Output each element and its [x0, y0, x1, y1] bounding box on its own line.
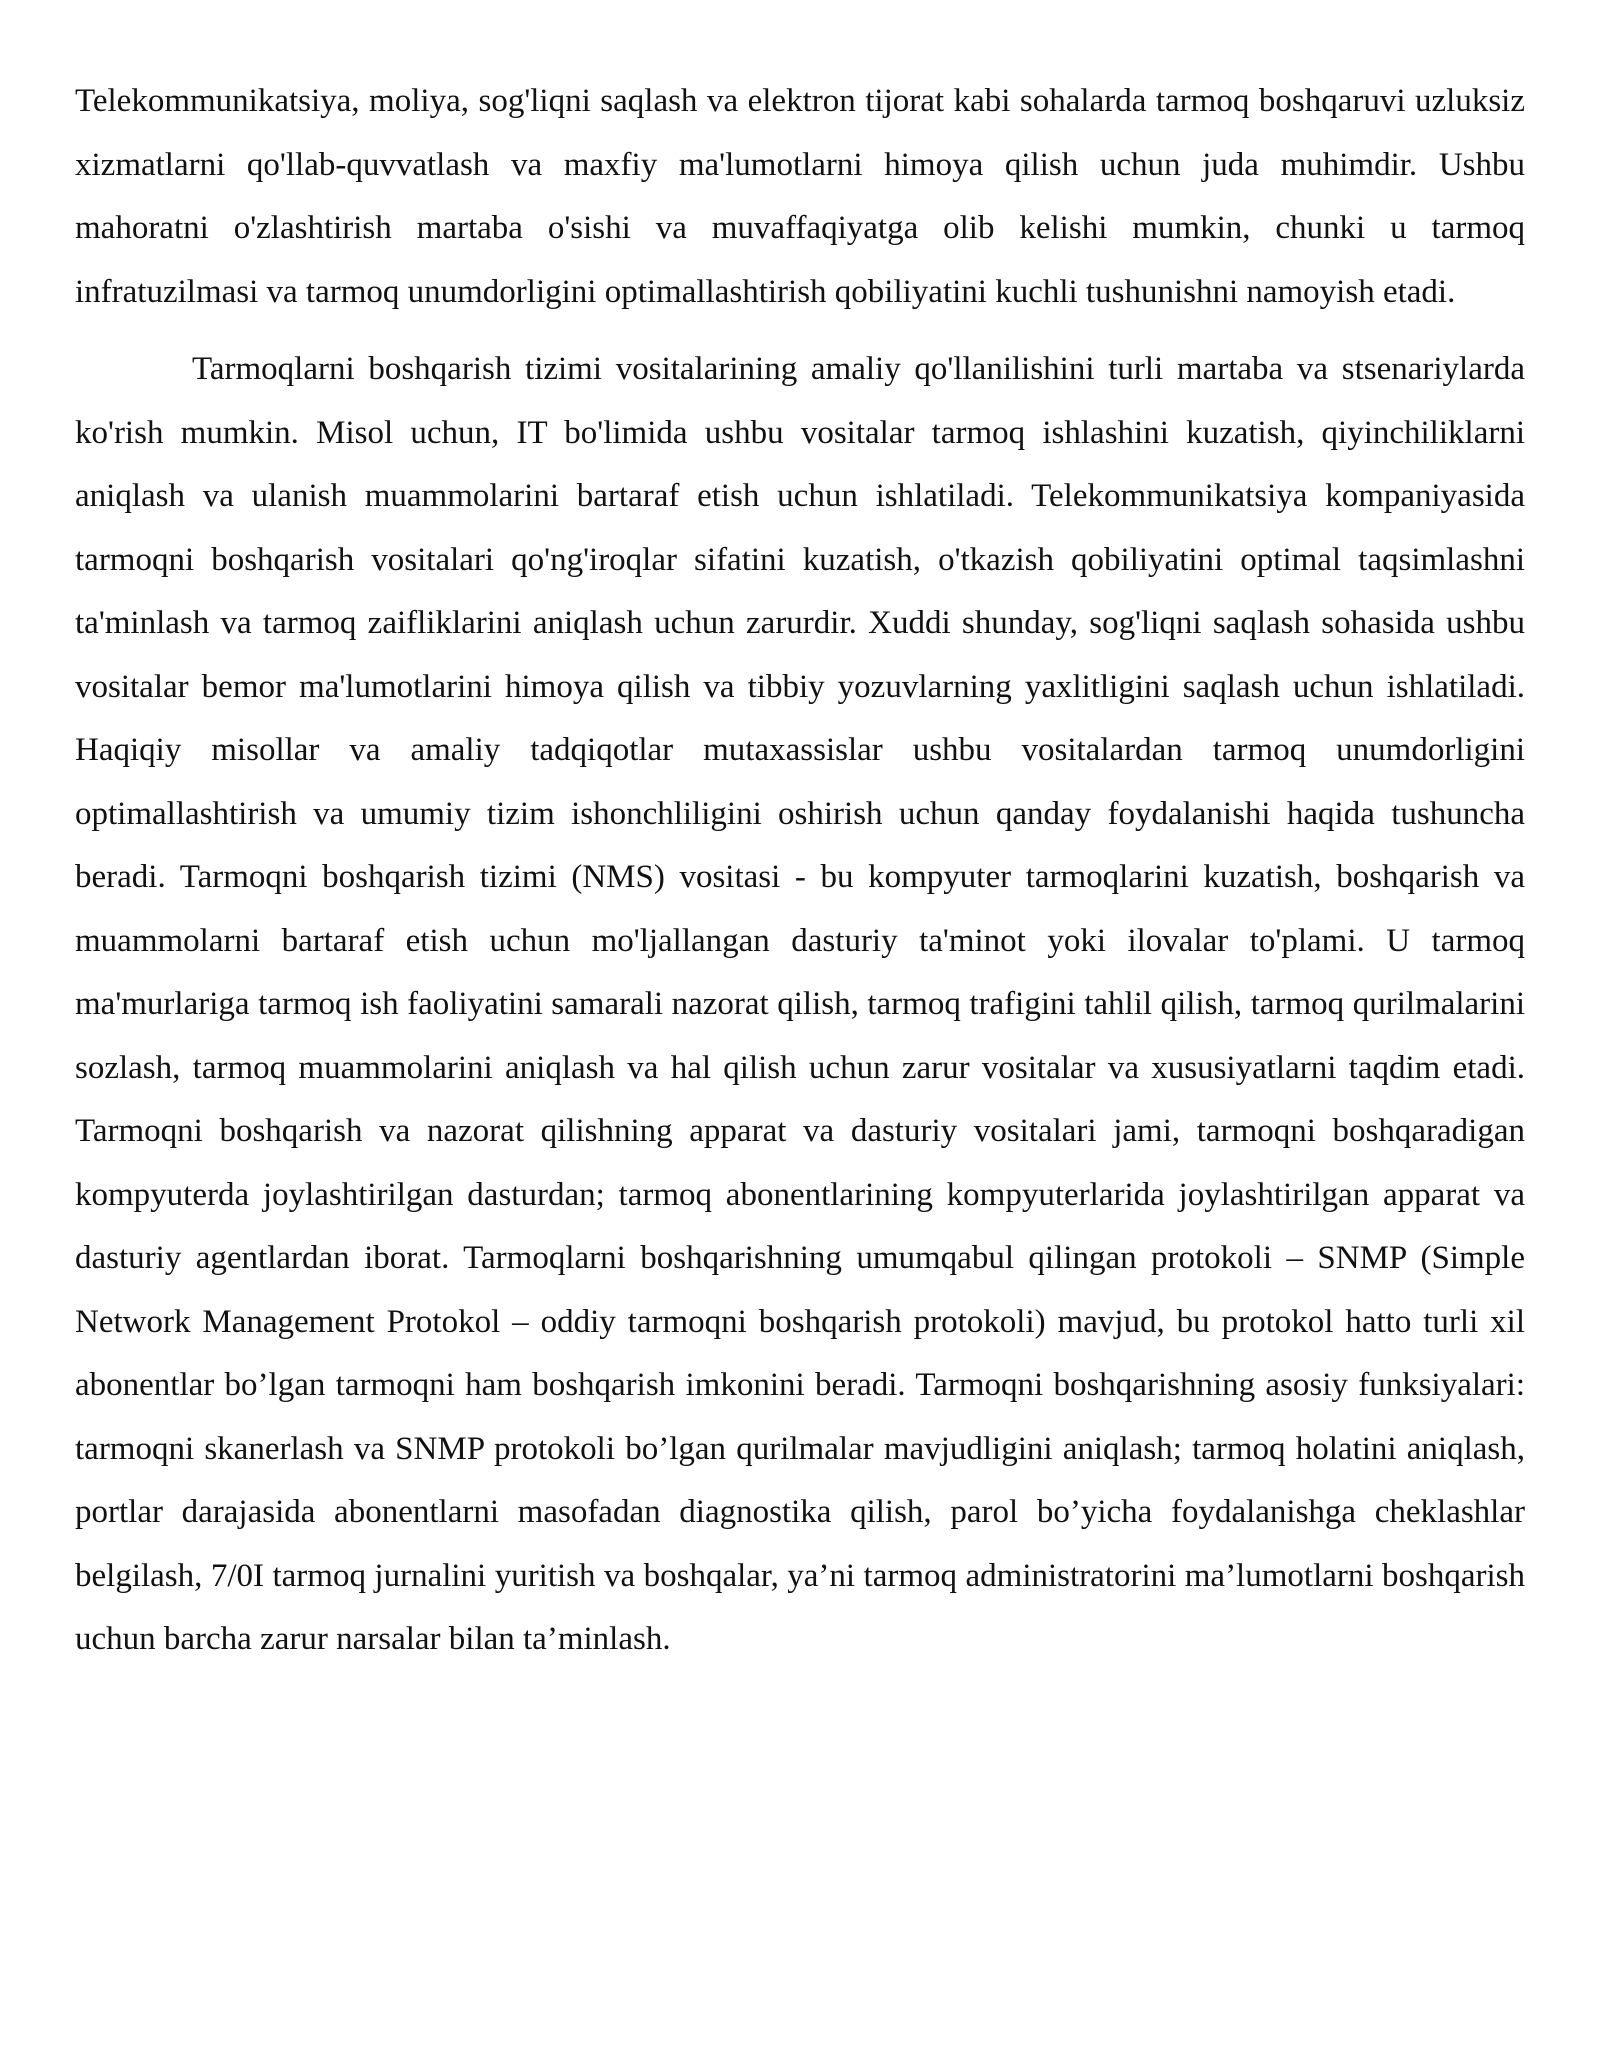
- document-body: [75, 70, 1525, 1672]
- paragraph-intro: Telekommunikatsiya, moliya, sog'liqni saqlash va elektron tijorat kabi sohalarda tarmoq boshqaruvi uzluksiz xizmatlarni qo'llab-quvvatlash va maxfiy ma'lumotlarni himoya qilish uchun juda muhimdir. Ushbu mahoratni o'zlashtirish martaba o'sishi va muvaffaqiyatga olib kelishi mumkin, chunki u tarmoq infratuzilmasi va tarmoq unumdorligini optimallashtirish qobiliyatini kuchli tushunishni namoyish etadi.: [75, 83, 1525, 310]
- paragraph-nms-tools: Tarmoqlarni boshqarish tizimi vositalarining amaliy qo'llanilishini turli martaba va stsenariylarda ko'rish mumkin. Misol uchun, IT bo'limida ushbu vositalar tarmoq ishlashini kuzatish, qiyinchiliklarni aniqlash va ulanish muammolarini bartaraf etish uchun ishlatiladi. Telekommunikatsiya kompaniyasida tarmoqni boshqarish vositalari qo'ng'iroqlar sifatini kuzatish, o'tkazish qobiliyatini optimal taqsimlashni ta'minlash va tarmoq zaifliklarini aniqlash uchun zarurdir. Xuddi shunday, sog'liqni saqlash sohasida ushbu vositalar bemor ma'lumotlarini himoya qilish va tibbiy yozuvlarning yaxlitligini saqlash uchun ishlatiladi. Haqiqiy misollar va amaliy tadqiqotlar mutaxassislar ushbu vositalardan tarmoq unumdorligini optimallashtirish va umumiy tizim ishonchliligini oshirish uchun qanday foydalanishi haqida tushuncha beradi. Tarmoqni boshqarish tizimi (NMS) vositasi - bu kompyuter tarmoqlarini kuzatish, boshqarish va muammolarni bartaraf etish uchun mo'ljallangan dasturiy ta'minot yoki ilovalar to'plami. U tarmoq ma'murlariga tarmoq ish faoliyatini samarali nazorat qilish, tarmoq trafigini tahlil qilish, tarmoq qurilmalarini sozlash, tarmoq muammolarini aniqlash va hal qilish uchun zarur vositalar va xususiyatlarni taqdim etadi. Tarmoqni boshqarish va nazorat qilishning apparat va dasturiy vositalari jami, tarmoqni boshqaradigan kompyuterda joylashtirilgan dasturdan; tarmoq abonentlarining kompyuterlarida joylashtirilgan apparat va dasturiy agentlardan iborat. Tarmoqlarni boshqarishning umumqabul qilingan protokoli – SNMP (Simple Network Management Protokol – oddiy tarmoqni boshqarish protokoli) mavjud, bu protokol hatto turli xil abonentlar bo’lgan tarmoqni ham boshqarish imkonini beradi. Tarmoqni boshqarishning asosiy funksiyalari: tarmoqni skanerlash va SNMP protokoli bo’lgan qurilmalar mavjudligini aniqlash; tarmoq holatini aniqlash, portlar darajasida abonentlarni masofadan diagnostika qilish, parol bo’yicha foydalanishga cheklashlar belgilash, 7/0I tarmoq jurnalini yuritish va boshqalar, ya’ni tarmoq administratorini ma’lumotlarni boshqarish uchun barcha zarur narsalar bilan ta’minlash.: [75, 351, 1525, 1657]
